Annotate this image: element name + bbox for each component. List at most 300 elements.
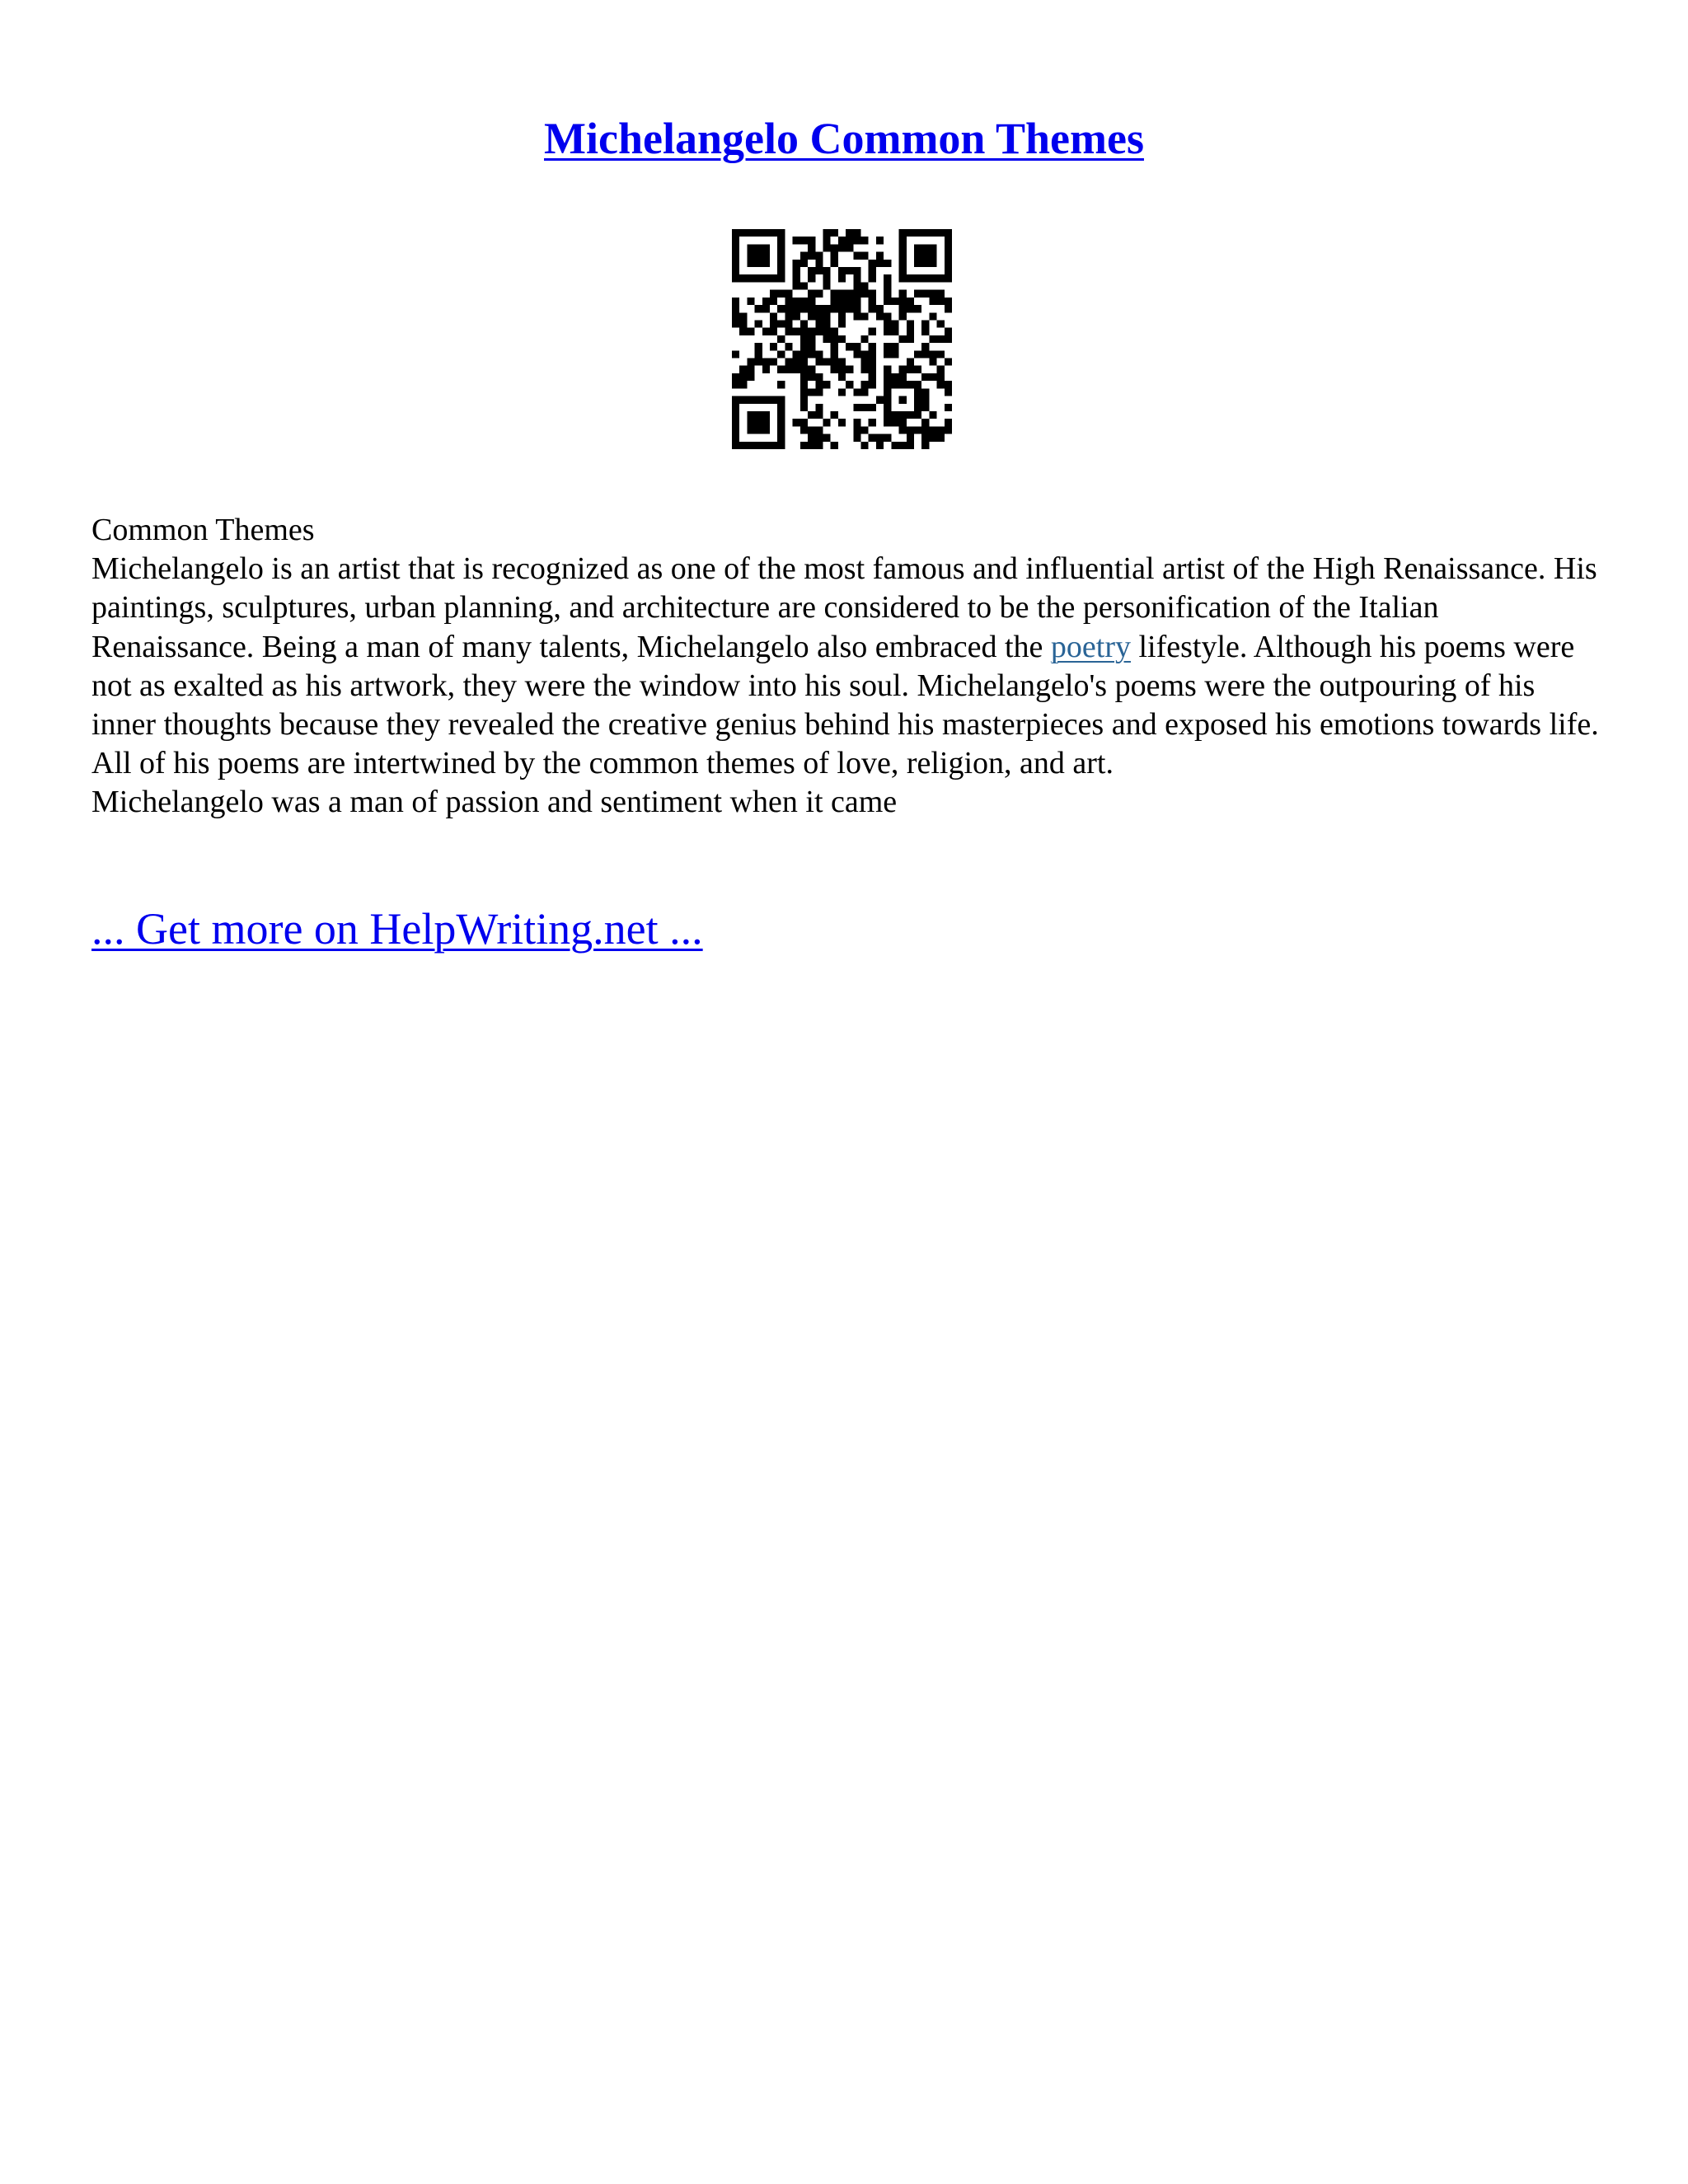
qr-module bbox=[945, 260, 952, 267]
qr-module bbox=[831, 366, 838, 373]
qr-module bbox=[914, 290, 921, 298]
qr-module bbox=[732, 404, 739, 411]
qr-module bbox=[945, 381, 952, 388]
qr-module bbox=[785, 366, 792, 373]
qr-module bbox=[929, 229, 936, 237]
qr-module bbox=[945, 419, 952, 426]
qr-module bbox=[861, 312, 869, 320]
qr-module bbox=[808, 328, 815, 335]
qr-module bbox=[823, 419, 830, 426]
qr-module bbox=[747, 260, 754, 267]
qr-module bbox=[891, 343, 898, 350]
qr-module bbox=[899, 290, 907, 298]
qr-module bbox=[945, 328, 952, 335]
qr-module bbox=[800, 282, 808, 289]
qr-module bbox=[732, 274, 739, 282]
qr-module bbox=[838, 320, 846, 327]
qr-module bbox=[793, 267, 800, 274]
qr-module bbox=[755, 442, 762, 449]
qr-module bbox=[800, 343, 808, 350]
qr-module bbox=[777, 442, 785, 449]
qr-module bbox=[899, 298, 907, 305]
qr-module bbox=[853, 237, 860, 244]
qr-module bbox=[777, 411, 785, 419]
qr-module bbox=[937, 350, 945, 358]
qr-module bbox=[853, 305, 860, 312]
qr-module bbox=[891, 442, 898, 449]
qr-module bbox=[770, 312, 777, 320]
qr-module bbox=[861, 237, 869, 244]
qr-module bbox=[793, 350, 800, 358]
qr-module bbox=[831, 343, 838, 350]
qr-module bbox=[846, 366, 853, 373]
qr-module bbox=[747, 298, 754, 305]
qr-module bbox=[846, 244, 853, 251]
qr-module bbox=[762, 359, 770, 366]
qr-module bbox=[793, 305, 800, 312]
qr-module bbox=[929, 373, 936, 381]
qr-module bbox=[732, 426, 739, 434]
qr-module bbox=[823, 237, 830, 244]
qr-module bbox=[838, 335, 846, 343]
qr-module bbox=[869, 267, 876, 274]
qr-module bbox=[800, 442, 808, 449]
qr-module bbox=[929, 335, 936, 343]
page-title-link[interactable]: Michelangelo Common Themes bbox=[544, 114, 1144, 163]
qr-module bbox=[777, 366, 785, 373]
qr-module bbox=[846, 290, 853, 298]
qr-module bbox=[785, 312, 792, 320]
qr-module bbox=[884, 298, 891, 305]
qr-module bbox=[861, 366, 869, 373]
qr-module bbox=[770, 328, 777, 335]
qr-module bbox=[921, 426, 929, 434]
qr-module bbox=[823, 305, 830, 312]
qr-module bbox=[815, 312, 823, 320]
qr-module bbox=[755, 320, 762, 327]
qr-module bbox=[777, 426, 785, 434]
qr-module bbox=[846, 267, 853, 274]
qr-module bbox=[815, 328, 823, 335]
qr-module bbox=[914, 404, 921, 411]
qr-module bbox=[755, 411, 762, 419]
qr-module bbox=[929, 260, 936, 267]
qr-module bbox=[838, 373, 846, 381]
qr-module bbox=[808, 350, 815, 358]
qr-module bbox=[732, 350, 739, 358]
qr-module bbox=[793, 237, 800, 244]
qr-module bbox=[884, 411, 891, 419]
qr-module bbox=[808, 290, 815, 298]
qr-module bbox=[853, 434, 860, 442]
qr-module bbox=[831, 411, 838, 419]
qr-module bbox=[884, 274, 891, 282]
qr-module bbox=[770, 442, 777, 449]
qr-module bbox=[884, 328, 891, 335]
qr-module bbox=[921, 396, 929, 404]
qr-module bbox=[921, 404, 929, 411]
qr-module bbox=[793, 282, 800, 289]
qr-module bbox=[831, 359, 838, 366]
qr-module bbox=[945, 237, 952, 244]
qr-module bbox=[861, 426, 869, 434]
qr-module bbox=[732, 267, 739, 274]
qr-module bbox=[785, 298, 792, 305]
qr-module bbox=[770, 396, 777, 404]
qr-module bbox=[846, 343, 853, 350]
qr-module bbox=[755, 260, 762, 267]
qr-module bbox=[899, 411, 907, 419]
qr-module bbox=[921, 350, 929, 358]
qr-module bbox=[732, 260, 739, 267]
qr-module bbox=[747, 328, 754, 335]
qr-module bbox=[777, 274, 785, 282]
qr-module bbox=[808, 244, 815, 251]
qr-module bbox=[777, 305, 785, 312]
qr-module bbox=[800, 350, 808, 358]
qr-module bbox=[732, 244, 739, 251]
qr-module bbox=[747, 426, 754, 434]
qr-module bbox=[823, 328, 830, 335]
qr-module bbox=[777, 396, 785, 404]
qr-module bbox=[808, 388, 815, 396]
qr-module bbox=[914, 274, 921, 282]
qr-module bbox=[891, 419, 898, 426]
qr-module bbox=[929, 434, 936, 442]
qr-module bbox=[937, 298, 945, 305]
qr-module bbox=[914, 411, 921, 419]
qr-module bbox=[945, 274, 952, 282]
qr-module bbox=[929, 244, 936, 251]
qr-module bbox=[800, 237, 808, 244]
qr-module bbox=[823, 244, 830, 251]
qr-module bbox=[891, 350, 898, 358]
qr-module bbox=[921, 343, 929, 350]
qr-module bbox=[929, 350, 936, 358]
qr-module bbox=[831, 260, 838, 267]
qr-module bbox=[853, 229, 860, 237]
qr-module bbox=[914, 260, 921, 267]
qr-module bbox=[921, 373, 929, 381]
qr-module bbox=[823, 359, 830, 366]
qr-module bbox=[907, 328, 914, 335]
qr-module bbox=[907, 298, 914, 305]
qr-module bbox=[823, 282, 830, 289]
qr-module bbox=[884, 312, 891, 320]
qr-module bbox=[831, 298, 838, 305]
qr-module bbox=[777, 320, 785, 327]
qr-module bbox=[762, 305, 770, 312]
get-more-link[interactable]: ... Get more on HelpWriting.net ... bbox=[91, 904, 703, 954]
qr-module bbox=[876, 260, 884, 267]
qr-module bbox=[907, 320, 914, 327]
qr-module bbox=[831, 442, 838, 449]
qr-module bbox=[800, 426, 808, 434]
qr-module bbox=[831, 244, 838, 251]
qr-module bbox=[853, 426, 860, 434]
qr-module bbox=[869, 381, 876, 388]
section-heading: Common Themes bbox=[91, 513, 315, 547]
qr-module bbox=[876, 442, 884, 449]
qr-module bbox=[853, 274, 860, 282]
qr-module bbox=[907, 366, 914, 373]
qr-module bbox=[838, 274, 846, 282]
qr-module bbox=[747, 411, 754, 419]
qr-module bbox=[884, 396, 891, 404]
qr-module bbox=[755, 350, 762, 358]
qr-module bbox=[891, 411, 898, 419]
qr-module bbox=[929, 298, 936, 305]
qr-module bbox=[937, 290, 945, 298]
qr-module bbox=[899, 419, 907, 426]
qr-module bbox=[929, 290, 936, 298]
qr-module bbox=[876, 396, 884, 404]
qr-module bbox=[762, 298, 770, 305]
qr-module bbox=[747, 442, 754, 449]
qr-module bbox=[899, 260, 907, 267]
qr-module bbox=[815, 404, 823, 411]
qr-module bbox=[815, 260, 823, 267]
qr-module bbox=[739, 373, 747, 381]
qr-module bbox=[770, 274, 777, 282]
qr-module bbox=[945, 252, 952, 260]
qr-module bbox=[793, 274, 800, 282]
qr-module bbox=[831, 305, 838, 312]
qr-module bbox=[869, 373, 876, 381]
qr-module bbox=[815, 442, 823, 449]
qr-module bbox=[884, 320, 891, 327]
qr-module bbox=[899, 396, 907, 404]
qr-module bbox=[808, 411, 815, 419]
poetry-link[interactable]: poetry bbox=[1050, 629, 1131, 664]
paragraph-1 bbox=[91, 550, 1600, 783]
qr-module bbox=[929, 411, 936, 419]
qr-module bbox=[914, 305, 921, 312]
qr-module bbox=[869, 359, 876, 366]
qr-module bbox=[800, 298, 808, 305]
qr-module bbox=[899, 335, 907, 343]
qr-module bbox=[838, 298, 846, 305]
qr-module bbox=[846, 229, 853, 237]
qr-module bbox=[838, 366, 846, 373]
qr-module bbox=[739, 366, 747, 373]
qr-module bbox=[884, 388, 891, 396]
qr-module bbox=[861, 404, 869, 411]
qr-module bbox=[899, 252, 907, 260]
qr-module bbox=[739, 312, 747, 320]
qr-module bbox=[914, 244, 921, 251]
qr-module bbox=[869, 274, 876, 282]
qr-module bbox=[777, 229, 785, 237]
qr-module bbox=[921, 260, 929, 267]
qr-module bbox=[755, 305, 762, 312]
qr-module bbox=[747, 274, 754, 282]
qr-module bbox=[800, 388, 808, 396]
qr-module bbox=[808, 434, 815, 442]
qr-module bbox=[945, 229, 952, 237]
qr-module bbox=[800, 419, 808, 426]
qr-module bbox=[815, 305, 823, 312]
qr-module bbox=[793, 359, 800, 366]
paragraph-1-text-start: Michelangelo is an artist that is recognized as one of the most famous and influential artist of the High Renaissance. His paintings, sculptures, urban planning, and architecture are considered to be the personification of the Italian Renaissance. Being a man of many talents, Michelangelo also embraced the bbox=[91, 551, 1597, 664]
qr-module bbox=[921, 419, 929, 426]
qr-module bbox=[869, 404, 876, 411]
qr-module bbox=[808, 298, 815, 305]
qr-module bbox=[755, 419, 762, 426]
qr-module bbox=[853, 419, 860, 426]
qr-module bbox=[945, 244, 952, 251]
qr-module bbox=[762, 328, 770, 335]
qr-module bbox=[907, 411, 914, 419]
qr-module bbox=[929, 426, 936, 434]
qr-module bbox=[876, 305, 884, 312]
qr-module bbox=[777, 381, 785, 388]
qr-module bbox=[884, 343, 891, 350]
qr-module bbox=[861, 442, 869, 449]
qr-module bbox=[907, 305, 914, 312]
qr-module bbox=[808, 274, 815, 282]
qr-module bbox=[755, 396, 762, 404]
qr-module bbox=[907, 381, 914, 388]
qr-module bbox=[907, 442, 914, 449]
qr-module bbox=[914, 366, 921, 373]
qr-module bbox=[838, 419, 846, 426]
qr-module bbox=[929, 359, 936, 366]
qr-module bbox=[808, 343, 815, 350]
qr-module bbox=[891, 320, 898, 327]
qr-module bbox=[747, 252, 754, 260]
qr-module bbox=[793, 298, 800, 305]
qr-module bbox=[937, 366, 945, 373]
qr-module bbox=[823, 274, 830, 282]
qr-module bbox=[846, 237, 853, 244]
qr-module bbox=[732, 229, 739, 237]
qr-module bbox=[869, 434, 876, 442]
qr-module bbox=[755, 359, 762, 366]
qr-module bbox=[914, 350, 921, 358]
qr-module bbox=[739, 396, 747, 404]
qr-module bbox=[899, 305, 907, 312]
qr-module bbox=[747, 419, 754, 426]
qr-module bbox=[800, 404, 808, 411]
qr-module bbox=[777, 290, 785, 298]
qr-module bbox=[732, 442, 739, 449]
qr-module bbox=[732, 305, 739, 312]
qr-module bbox=[739, 274, 747, 282]
qr-module bbox=[739, 328, 747, 335]
qr-module bbox=[808, 373, 815, 381]
article-body bbox=[91, 511, 1600, 823]
qr-module bbox=[884, 282, 891, 289]
qr-module bbox=[853, 290, 860, 298]
qr-module bbox=[732, 252, 739, 260]
qr-module bbox=[800, 373, 808, 381]
qr-module bbox=[739, 442, 747, 449]
qr-module bbox=[815, 350, 823, 358]
qr-module bbox=[869, 290, 876, 298]
qr-module bbox=[831, 350, 838, 358]
qr-module bbox=[823, 335, 830, 343]
qr-module bbox=[945, 335, 952, 343]
qr-module bbox=[823, 381, 830, 388]
qr-module bbox=[914, 229, 921, 237]
qr-module bbox=[884, 366, 891, 373]
qr-module bbox=[815, 252, 823, 260]
qr-module bbox=[899, 426, 907, 434]
qr-module bbox=[945, 404, 952, 411]
qr-module bbox=[891, 381, 898, 388]
qr-module bbox=[762, 252, 770, 260]
qr-module bbox=[831, 335, 838, 343]
qr-module bbox=[747, 244, 754, 251]
qr-module bbox=[831, 229, 838, 237]
qr-module bbox=[869, 366, 876, 373]
qr-module bbox=[777, 260, 785, 267]
qr-module bbox=[937, 274, 945, 282]
qr-module bbox=[869, 328, 876, 335]
qr-module bbox=[762, 229, 770, 237]
qr-module bbox=[777, 404, 785, 411]
qr-module bbox=[800, 381, 808, 388]
qr-module bbox=[815, 267, 823, 274]
qr-module bbox=[808, 442, 815, 449]
qr-module bbox=[800, 366, 808, 373]
qr-module bbox=[838, 312, 846, 320]
qr-module bbox=[815, 290, 823, 298]
qr-module bbox=[861, 359, 869, 366]
qr-module bbox=[808, 335, 815, 343]
qr-module bbox=[929, 252, 936, 260]
qr-module bbox=[876, 237, 884, 244]
qr-module bbox=[914, 396, 921, 404]
qr-module bbox=[739, 320, 747, 327]
qr-module bbox=[846, 381, 853, 388]
qr-module bbox=[831, 252, 838, 260]
qr-module bbox=[861, 381, 869, 388]
qr-module bbox=[937, 229, 945, 237]
qr-module bbox=[755, 274, 762, 282]
qr-module bbox=[884, 290, 891, 298]
qr-module bbox=[921, 229, 929, 237]
qr-module bbox=[823, 434, 830, 442]
qr-module bbox=[876, 434, 884, 442]
qr-module bbox=[937, 381, 945, 388]
qr-module bbox=[732, 396, 739, 404]
qr-module bbox=[770, 298, 777, 305]
qr-module bbox=[732, 373, 739, 381]
qr-module bbox=[747, 366, 754, 373]
qr-module bbox=[777, 335, 785, 343]
qr-module bbox=[793, 366, 800, 373]
qr-module bbox=[937, 335, 945, 343]
qr-module bbox=[838, 267, 846, 274]
qr-module bbox=[815, 373, 823, 381]
qr-module bbox=[777, 267, 785, 274]
qr-module bbox=[838, 359, 846, 366]
qr-module bbox=[747, 359, 754, 366]
qr-module bbox=[861, 290, 869, 298]
qr-module bbox=[732, 419, 739, 426]
qr-module bbox=[899, 237, 907, 244]
qr-module bbox=[876, 312, 884, 320]
qr-module bbox=[884, 260, 891, 267]
qr-module bbox=[823, 312, 830, 320]
qr-module bbox=[747, 373, 754, 381]
qr-module bbox=[899, 244, 907, 251]
qr-module bbox=[869, 419, 876, 426]
qr-module bbox=[770, 290, 777, 298]
qr-module bbox=[853, 267, 860, 274]
